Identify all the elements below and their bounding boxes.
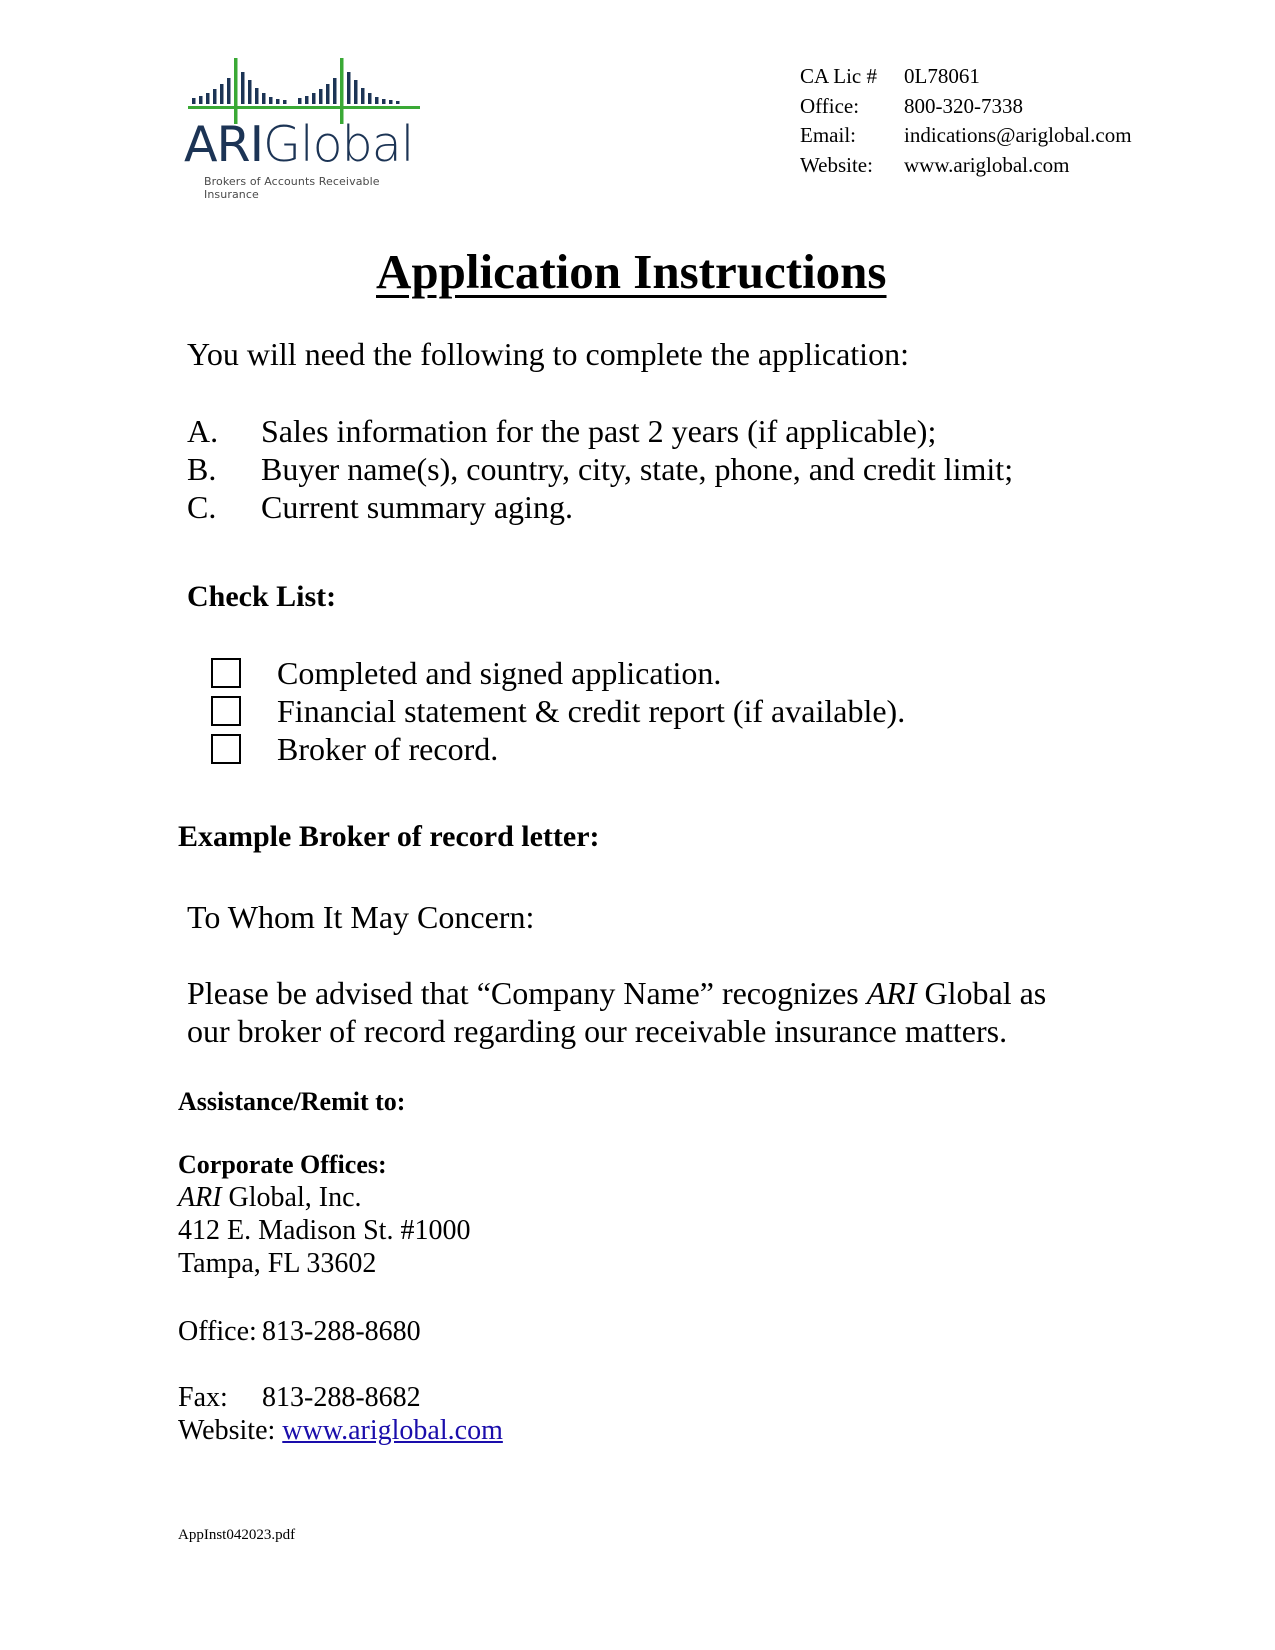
checkbox[interactable] [211, 658, 241, 688]
spacer [178, 1348, 503, 1381]
assistance-heading: Assistance/Remit to: [178, 1087, 406, 1116]
checklist-item [211, 654, 905, 692]
checklist-heading: Check List: [187, 580, 337, 613]
ari-global-logo [184, 58, 438, 201]
list-letter: C. [187, 489, 217, 525]
list-letter: B. [187, 451, 217, 487]
letter-salutation: To Whom It May Concern: [187, 899, 535, 935]
logo-wordmark [184, 116, 414, 173]
requirements-list [187, 412, 1013, 526]
office-phone-row [178, 1315, 503, 1348]
letter-line-1-post: Global as [916, 975, 1047, 1011]
checklist-label: Broker of record. [277, 731, 499, 767]
list-text: Current summary aging. [261, 489, 573, 525]
list-letter: A. [187, 413, 219, 449]
logo-global: Global [263, 116, 414, 173]
list-item [187, 488, 1013, 526]
checkbox[interactable] [211, 734, 241, 764]
list-item [187, 412, 1013, 450]
list-text: Buyer name(s), country, city, state, phone, and credit limit; [261, 451, 1014, 487]
list-text: Sales information for the past 2 years (if applicable); [261, 413, 937, 449]
checklist-label: Completed and signed application. [277, 655, 722, 691]
street-address: 412 E. Madison St. #1000 [178, 1215, 471, 1246]
license-value: 0L78061 [904, 64, 980, 88]
corporate-heading: Corporate Offices: [178, 1150, 387, 1179]
checklist-item [211, 692, 905, 730]
page-title: Application Instructions [376, 244, 887, 299]
website-row [178, 1414, 503, 1447]
website-footer-label: Website: [178, 1415, 276, 1446]
office-phone-label: Office: [178, 1316, 257, 1347]
intro-text: You will need the following to complete the application: [187, 336, 909, 372]
website-value: www.ariglobal.com [904, 152, 1070, 177]
website-label: Website: [800, 152, 873, 177]
letter-line-1-pre: Please be advised that “Company Name” recognizes [187, 975, 867, 1011]
website-link[interactable]: www.ariglobal.com [282, 1415, 503, 1446]
checkbox[interactable] [211, 696, 241, 726]
letter-body [187, 974, 1046, 1050]
office-label: Office: [800, 93, 860, 118]
fax-label: Fax: [178, 1382, 228, 1413]
office-phone-value: 813-288-8680 [262, 1316, 421, 1347]
example-heading: Example Broker of record letter: [178, 820, 600, 853]
letter-ari-italic: ARI [866, 975, 917, 1011]
company-rest: Global, Inc. [221, 1182, 362, 1213]
fax-value: 813-288-8682 [262, 1382, 421, 1413]
checklist-label: Financial statement & credit report (if available). [277, 693, 906, 729]
file-name-footer: AppInst042023.pdf [178, 1527, 296, 1543]
checklist-item [211, 730, 905, 768]
email-label: Email: [800, 123, 856, 147]
office-value: 800-320-7338 [904, 93, 1023, 118]
letter-line-1 [187, 974, 1046, 1012]
license-label: CA Lic # [800, 64, 877, 88]
corporate-address [178, 1148, 470, 1280]
logo-ari: ARI [184, 116, 264, 173]
logo-tagline: Brokers of Accounts Receivable Insurance [204, 175, 380, 201]
fax-row [178, 1381, 503, 1414]
city-state-zip: Tampa, FL 33602 [178, 1248, 377, 1279]
email-value: indications@ariglobal.com [904, 123, 1132, 147]
checklist [211, 654, 905, 768]
contact-info [800, 62, 1132, 180]
list-item [187, 450, 1013, 488]
phone-block [178, 1315, 503, 1447]
company-name [178, 1181, 470, 1214]
company-ari-italic: ARI [178, 1182, 222, 1213]
letter-line-2: our broker of record regarding our receivable insurance matters. [187, 1013, 1008, 1049]
